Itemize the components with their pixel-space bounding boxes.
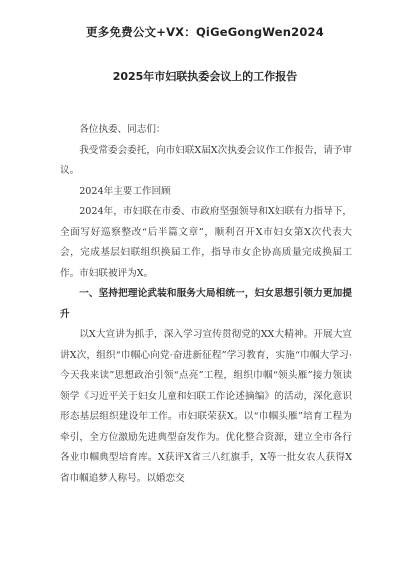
promo-header: 更多免费公文+VX：QiGeGongWen2024 <box>86 25 324 39</box>
detail-paragraph: 以X大宣讲为抓手，深入学习宣传贯彻党的XX大精神。开展大宣讲X次，组织“巾帼心向党·奋进新征程”学习教育，实施“巾帼大学习·今天我来读”思想政治引领“点亮”工程，组织巾帼“领头雁”接力领读领学《习近平关于妇女儿童和妇联工作论述摘编》的活动，深化意识形态基层组织建设年工作。市妇联荣获X。以“巾帼头雁”培育工程为牵引，全方位激励先进典型奋发作为。优化整合资源，建立全市各行各业巾帼典型培育库。X获评X省三八红旗手，X等一批女农人获得X省巾帼追梦人称号。以婚恋交 <box>60 329 352 484</box>
intro-paragraph: 我受常委会委托，向市妇联X届X次执委会议作工作报告，请予审议。 <box>60 144 352 176</box>
document-body <box>60 120 352 489</box>
subsection-heading: 一、坚持把理论武装和服务大局相统一，妇女思想引领力更加提升 <box>60 288 352 320</box>
summary-paragraph: 2024年，市妇联在市委、市政府坚强领导和X妇联有力指导下，全面写好巡察整改“后半篇文章”，顺利召开X市妇女第X次代表大会，完成基层妇联组织换届工作，指导市女企协高质量完成换届工作。市妇联被评为X。 <box>60 206 352 279</box>
salutation: 各位执委、同志们： <box>79 124 166 135</box>
section-heading: 2024年主要工作回顾 <box>79 185 171 197</box>
document-title: 2025年市妇联执委会议上的工作报告 <box>112 70 298 83</box>
